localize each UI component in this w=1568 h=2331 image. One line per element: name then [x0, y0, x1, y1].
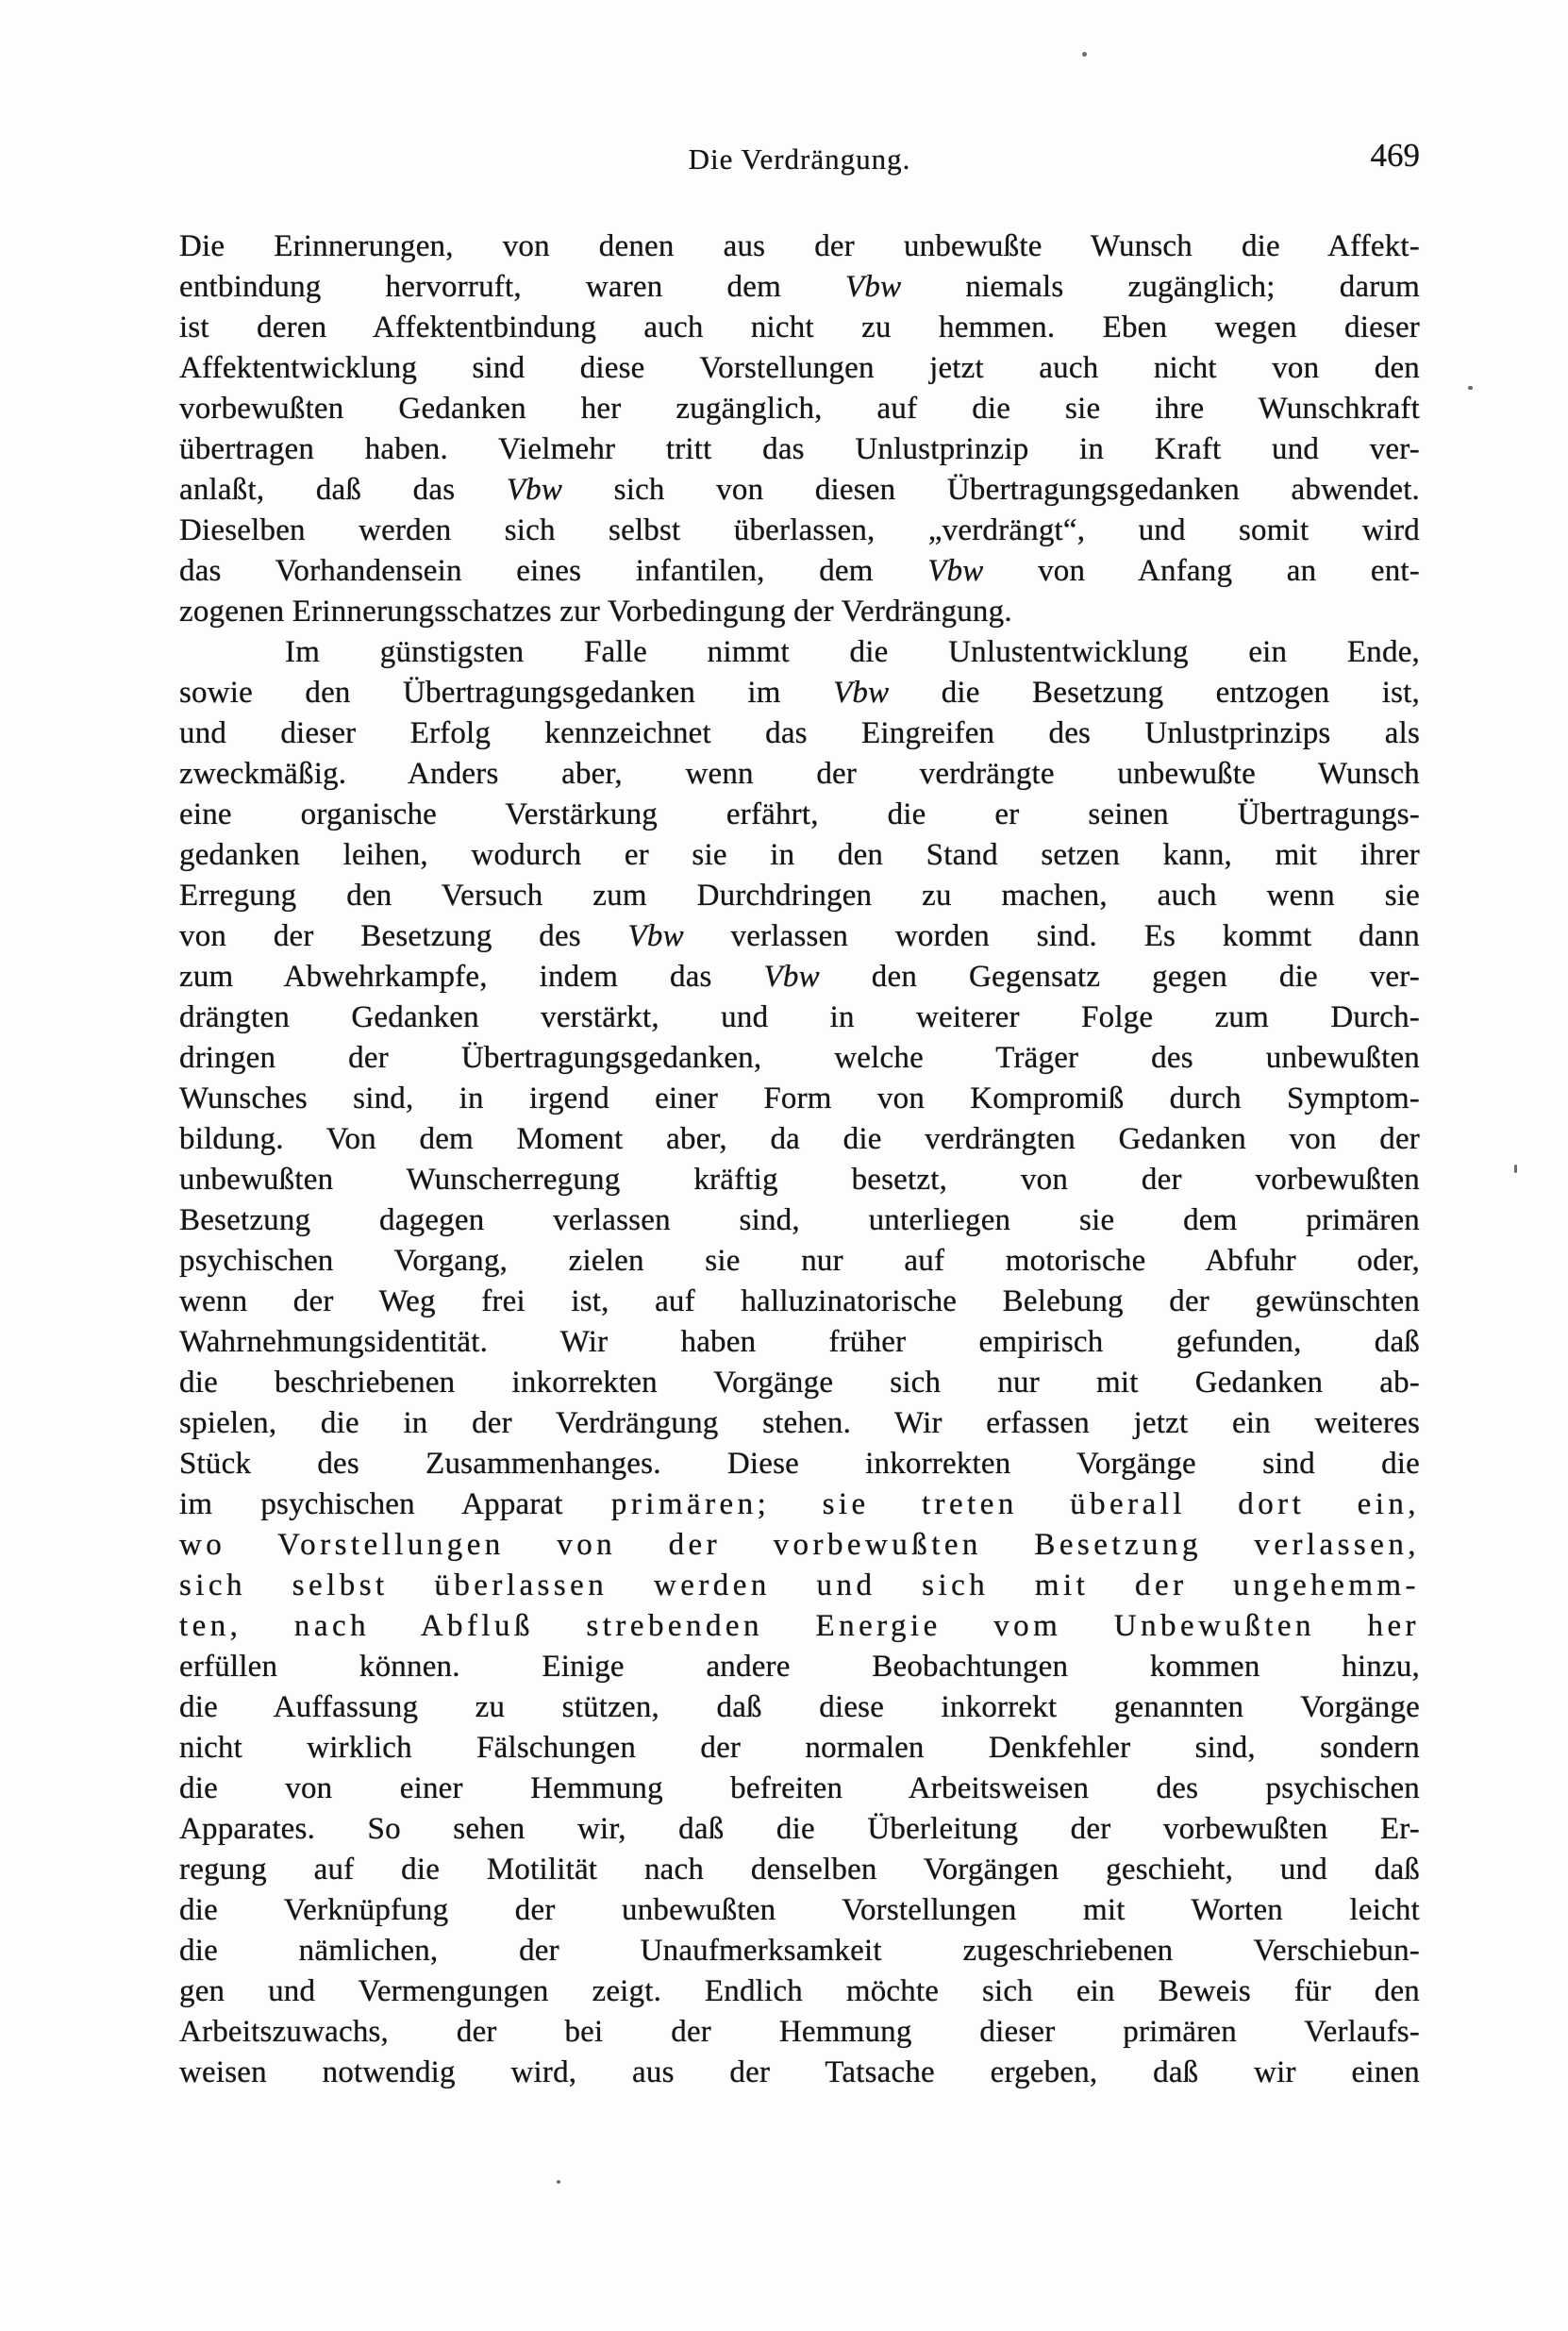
text-segment: bildung. Von dem Moment aber, da die verdrängten Gedanken von der [179, 1122, 1420, 1156]
text-segment: im psychischen Apparat [179, 1487, 611, 1521]
text-line [179, 2053, 1420, 2093]
page-number: 469 [1370, 137, 1420, 174]
text-segment: Im günstigsten Falle nimmt die Unlustentwicklung ein Ende, [285, 635, 1420, 669]
running-header-title: Die Verdrängung. [688, 143, 911, 176]
text-segment: zweckmäßig. Anders aber, wenn der verdrängte unbewußte Wunsch [179, 757, 1420, 791]
text-segment: zum Abwehrkampfe, indem das [179, 960, 764, 994]
text-line [179, 226, 1420, 267]
text-segment: Besetzung dagegen verlassen sind, unterliegen sie dem primären [179, 1203, 1420, 1237]
text-line [179, 1647, 1420, 1687]
text-line [179, 916, 1420, 957]
text-segment: gen und Vermengungen zeigt. Endlich möchte sich ein Beweis für den [179, 1974, 1420, 2008]
text-segment: eine organische Verstärkung erfährt, die er seinen Übertragungs- [179, 797, 1420, 831]
text-line [179, 998, 1420, 1038]
text-segment: regung auf die Motilität nach denselben Vorgängen geschieht, und daß [179, 1853, 1420, 1887]
text-segment: Dieselben werden sich selbst überlassen, „verdrängt“, und somit wird [179, 513, 1420, 547]
abbreviation-vbw: Vbw [506, 473, 563, 507]
text-segment: primären; sie treten überall dort ein, [610, 1487, 1420, 1521]
text-line [179, 1525, 1420, 1566]
text-segment: Stück des Zusammenhanges. Diese inkorrekten Vorgänge sind die [179, 1447, 1420, 1481]
text-line [179, 1890, 1420, 1931]
text-line [179, 1282, 1420, 1322]
text-line [179, 835, 1420, 876]
text-line [179, 1119, 1420, 1160]
text-segment: übertragen haben. Vielmehr tritt das Unlustprinzip in Kraft und ver- [179, 432, 1420, 466]
text-line [179, 308, 1420, 348]
text-segment: Wahrnehmungsidentität. Wir haben früher empirisch gefunden, daß [179, 1325, 1420, 1359]
abbreviation-vbw: Vbw [627, 919, 684, 953]
text-line [179, 1241, 1420, 1282]
text-segment: zogenen Erinnerungsschatzes zur Vorbedingung der Verdrängung. [179, 595, 1012, 629]
text-segment: ten, nach Abfluß strebenden Energie vom Unbewußten her [179, 1609, 1420, 1643]
text-line [179, 957, 1420, 998]
text-line [179, 1160, 1420, 1200]
scan-speck [1514, 1165, 1517, 1173]
text-line [179, 876, 1420, 916]
page-body [179, 226, 1420, 2093]
text-segment: weisen notwendig wird, aus der Tatsache ergeben, daß wir einen [179, 2055, 1420, 2089]
text-segment: unbewußten Wunscherregung kräftig besetzt, von der vorbewußten [179, 1163, 1420, 1197]
text-line [179, 673, 1420, 713]
text-line [179, 1363, 1420, 1403]
text-line [179, 795, 1420, 835]
text-line [179, 1809, 1420, 1850]
abbreviation-vbw: Vbw [845, 270, 902, 304]
text-line [179, 1606, 1420, 1647]
text-segment: wo Vorstellungen von der vorbewußten Besetzung verlassen, [179, 1528, 1420, 1562]
text-segment: das Vorhandensein eines infantilen, dem [179, 554, 928, 588]
text-segment: erfüllen können. Einige andere Beobachtungen kommen hinzu, [179, 1650, 1420, 1684]
text-segment: spielen, die in der Verdrängung stehen. Wir erfassen jetzt ein weiteres [179, 1406, 1420, 1440]
text-line [179, 2012, 1420, 2053]
text-line [179, 713, 1420, 754]
text-line [179, 1444, 1420, 1484]
text-line [179, 592, 1420, 632]
text-segment: Apparates. So sehen wir, daß die Überleitung der vorbewußten Er- [179, 1812, 1420, 1846]
text-line [179, 1403, 1420, 1444]
text-line [179, 1850, 1420, 1890]
text-segment: Die Erinnerungen, von denen aus der unbewußte Wunsch die Affekt- [179, 229, 1420, 263]
text-line [179, 1931, 1420, 1971]
text-segment: Wunsches sind, in irgend einer Form von Kompromiß durch Symptom- [179, 1082, 1420, 1115]
scan-speck [557, 2180, 560, 2184]
text-line [179, 1769, 1420, 1809]
text-line [179, 551, 1420, 592]
text-line [179, 632, 1420, 673]
text-line [179, 1728, 1420, 1769]
abbreviation-vbw: Vbw [927, 554, 984, 588]
text-segment: Erregung den Versuch zum Durchdringen zu machen, auch wenn sie [179, 879, 1420, 913]
text-segment: den Gegensatz gegen die ver- [819, 960, 1420, 994]
text-segment: psychischen Vorgang, zielen sie nur auf motorische Abfuhr oder, [179, 1244, 1420, 1278]
text-segment: niemals zugänglich; darum [901, 270, 1420, 304]
text-segment: anlaßt, daß das [179, 473, 507, 507]
text-segment: verlassen worden sind. Es kommt dann [683, 919, 1420, 953]
text-line [179, 1322, 1420, 1363]
text-line [179, 429, 1420, 470]
text-line [179, 1484, 1420, 1525]
text-segment: gedanken leihen, wodurch er sie in den Stand setzen kann, mit ihrer [179, 838, 1420, 872]
text-segment: Affektentwicklung sind diese Vorstellungen jetzt auch nicht von den [179, 351, 1420, 385]
text-segment: nicht wirklich Fälschungen der normalen Denkfehler sind, sondern [179, 1731, 1420, 1765]
text-segment: sowie den Übertragungsgedanken im [179, 676, 834, 710]
text-segment: ist deren Affektentbindung auch nicht zu hemmen. Eben wegen dieser [179, 310, 1420, 344]
scan-speck [1082, 52, 1087, 57]
text-segment: dringen der Übertragungsgedanken, welche Träger des unbewußten [179, 1041, 1420, 1075]
text-segment: und dieser Erfolg kennzeichnet das Eingreifen des Unlustprinzips als [179, 716, 1420, 750]
text-segment: von der Besetzung des [179, 919, 628, 953]
text-segment: wenn der Weg frei ist, auf halluzinatorische Belebung der gewünschten [179, 1284, 1420, 1318]
abbreviation-vbw: Vbw [833, 676, 890, 710]
running-header [179, 138, 1420, 181]
text-line [179, 348, 1420, 389]
text-line [179, 1038, 1420, 1079]
text-line [179, 1971, 1420, 2012]
text-line [179, 1566, 1420, 1606]
text-segment: Arbeitszuwachs, der bei der Hemmung dieser primären Verlaufs- [179, 2015, 1420, 2049]
text-line [179, 1079, 1420, 1119]
abbreviation-vbw: Vbw [763, 960, 820, 994]
scan-speck [1468, 386, 1473, 390]
text-line [179, 1687, 1420, 1728]
text-segment: von Anfang an ent- [983, 554, 1420, 588]
text-segment: sich von diesen Übertragungsgedanken abwendet. [562, 473, 1421, 507]
text-segment: die von einer Hemmung befreiten Arbeitsweisen des psychischen [179, 1771, 1420, 1805]
text-segment: die Verknüpfung der unbewußten Vorstellungen mit Worten leicht [179, 1893, 1420, 1927]
text-segment: die nämlichen, der Unaufmerksamkeit zugeschriebenen Verschiebun- [179, 1934, 1420, 1968]
text-segment: drängten Gedanken verstärkt, und in weiterer Folge zum Durch- [179, 1000, 1420, 1034]
text-line [179, 1200, 1420, 1241]
text-segment: vorbewußten Gedanken her zugänglich, auf die sie ihre Wunschkraft [179, 392, 1420, 426]
text-segment: die Besetzung entzogen ist, [889, 676, 1420, 710]
text-line [179, 470, 1420, 511]
text-line [179, 267, 1420, 308]
text-line [179, 754, 1420, 795]
text-segment: entbindung hervorruft, waren dem [179, 270, 846, 304]
text-segment: die Auffassung zu stützen, daß diese inkorrekt genannten Vorgänge [179, 1690, 1420, 1724]
text-segment: sich selbst überlassen werden und sich mit der ungehemm- [179, 1568, 1420, 1602]
text-line [179, 389, 1420, 429]
text-line [179, 511, 1420, 551]
text-segment: die beschriebenen inkorrekten Vorgänge sich nur mit Gedanken ab- [179, 1366, 1420, 1400]
